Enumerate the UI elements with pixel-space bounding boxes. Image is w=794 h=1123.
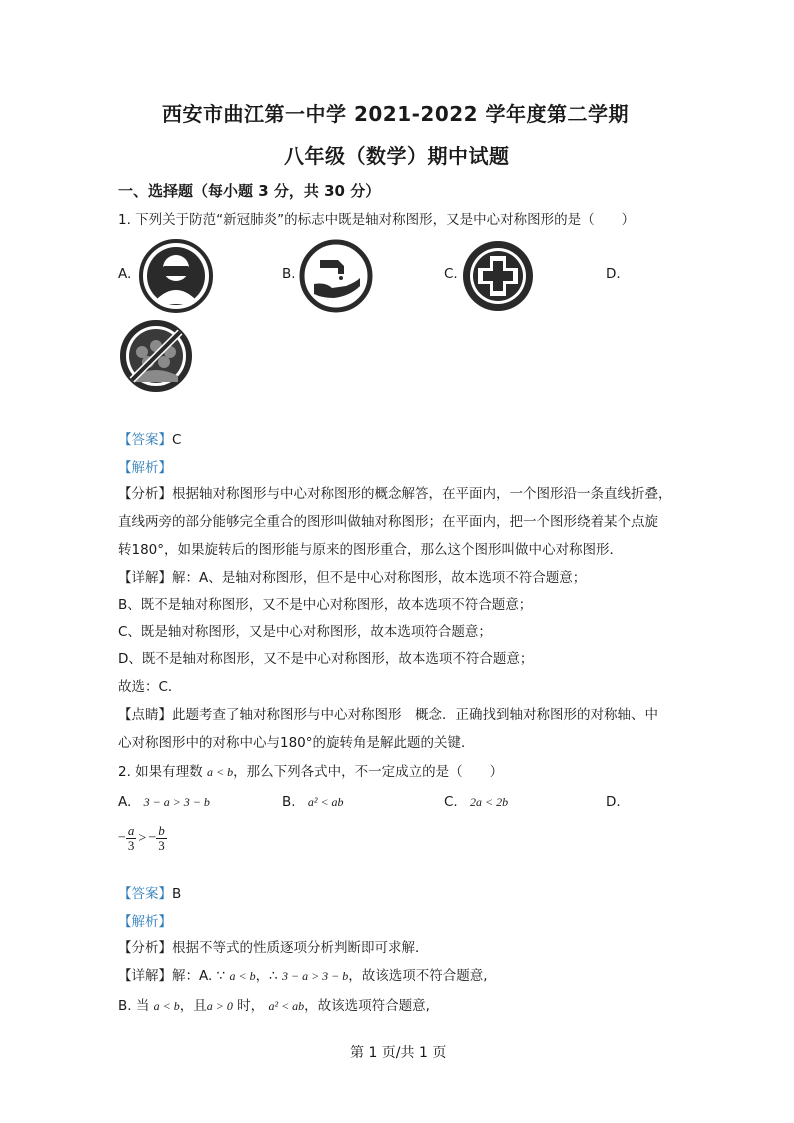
frac-sign-left: − <box>118 830 126 846</box>
q1-analysis-line-4: 【详解】解：A、是轴对称图形，但不是中心对称图形，故本选项不符合题意； <box>118 570 587 586</box>
relation-sign: > <box>138 830 147 846</box>
medical-cross-icon <box>460 238 536 318</box>
q1-analysis-line-1: 【分析】根据轴对称图形与中心对称图形的概念解答，在平面内，一个图形沿一条直线折叠， <box>118 486 672 502</box>
q1-analysis-line-8: 故选：C． <box>118 679 182 695</box>
q2-option-b <box>282 792 344 812</box>
q1-analysis-line-5: B、既不是轴对称图形，又不是中心对称图形，故本选项不符合题意； <box>118 597 533 613</box>
fraction-numerator: a <box>127 823 135 838</box>
b-line-suffix: ，故该选项符合题意, <box>304 998 430 1014</box>
exam-title-line2: 八年级（数学）期中试题 <box>284 144 510 168</box>
q2-option-c-expr: 2a < 2b <box>470 795 509 809</box>
b-line-and: ，且 <box>179 998 207 1014</box>
no-crowd-icon <box>118 318 194 398</box>
q2-option-a-expr: 3 − a > 3 − b <box>143 795 210 809</box>
q2-option-a-label: A. <box>118 794 132 810</box>
answer-value: B <box>172 886 182 902</box>
q2-stem-suffix: ，那么下列各式中，不一定成立的是（ ） <box>233 764 504 780</box>
q2-answer-tag <box>118 882 181 902</box>
fraction-denominator: 3 <box>127 838 135 853</box>
q2-option-a <box>118 792 210 812</box>
exam-title-line1: 西安市曲江第一中学 2021-2022 学年度第二学期 <box>162 102 630 126</box>
q1-analysis-line-7: D、既不是轴对称图形，又不是中心对称图形，故本选项不符合题意； <box>118 651 534 667</box>
hand-washing-icon <box>298 238 374 318</box>
page-footer: 第 1 页/共 1 页 <box>350 1045 447 1061</box>
b-line-prefix: B. 当 <box>118 998 150 1014</box>
xiangjie-cond: a < b <box>229 969 256 983</box>
frac-sign-right: − <box>148 830 157 846</box>
answer-value: C <box>172 432 182 448</box>
b-line-when: 时， <box>237 998 265 1014</box>
answer-tag-label: 【答案】 <box>118 432 172 448</box>
xiangjie-therefore: ，∴ <box>255 968 278 984</box>
q1-stem: 1. 下列关于防范“新冠肺炎”的标志中既是轴对称图形，又是中心对称图形的是（ ） <box>118 212 636 228</box>
q2-option-c-label: C. <box>444 794 458 810</box>
q2-option-b-label: B. <box>282 794 296 810</box>
q1-analysis-line-9: 【点睛】此题考查了轴对称图形与中心对称图形 概念．正确找到轴对称图形的对称轴、中 <box>118 707 658 723</box>
q1-analysis-line-2: 直线两旁的部分能够完全重合的图形叫做轴对称图形；在平面内，把一个图形绕着某个点旋 <box>118 514 658 530</box>
answer-tag-label: 【答案】 <box>118 886 172 902</box>
b-line-cond1: a < b <box>153 999 180 1013</box>
q1-option-d-label: D. <box>606 266 621 282</box>
q2-option-d-label: D. <box>606 794 621 810</box>
q1-answer-tag <box>118 428 181 448</box>
fraction-denominator: 3 <box>158 838 165 853</box>
q1-analysis-line-10: 心对称图形中的对称中心与180°的旋转角是解此题的关键． <box>118 735 475 751</box>
q2-analysis-fenxi: 【分析】根据不等式的性质逐项分析判断即可求解． <box>118 940 429 956</box>
q2-option-d-expr <box>118 824 167 853</box>
q1-option-c-label: C. <box>444 266 458 282</box>
q2-option-b-expr: a² < ab <box>307 795 344 809</box>
q2-stem-condition: a < b <box>206 765 234 779</box>
q1-analysis-line-6: C、既是轴对称图形，又是中心对称图形，故本选项符合题意； <box>118 624 492 640</box>
fraction-b-over-3 <box>156 824 167 853</box>
fraction-a-over-3 <box>126 824 137 853</box>
q2-analysis-tag: 【解析】 <box>118 914 172 930</box>
q1-option-a-label: A. <box>118 266 132 282</box>
q1-analysis-tag: 【解析】 <box>118 460 172 476</box>
section-heading: 一、选择题（每小题 3 分，共 30 分） <box>118 182 381 200</box>
q2-stem-prefix: 2. 如果有理数 <box>118 764 203 780</box>
q2-option-c <box>444 792 508 812</box>
xiangjie-suffix: ，故该选项不符合题意, <box>348 968 488 984</box>
q2-stem <box>118 762 503 782</box>
q2-analysis-xiangjie <box>118 966 488 986</box>
b-line-cond2: a > 0 <box>206 999 233 1013</box>
q1-analysis-line-3: 转180°，如果旋转后的图形能与原来的图形重合，那么这个图形叫做中心对称图形． <box>118 542 624 558</box>
fraction-numerator: b <box>158 823 165 838</box>
xiangjie-result: 3 − a > 3 − b <box>281 969 349 983</box>
masked-person-icon <box>138 238 214 318</box>
b-line-result: a² < ab <box>268 999 305 1013</box>
q2-analysis-b-line <box>118 996 430 1016</box>
xiangjie-prefix: 【详解】解：A. ∵ <box>118 968 226 984</box>
q1-option-b-label: B. <box>282 266 296 282</box>
